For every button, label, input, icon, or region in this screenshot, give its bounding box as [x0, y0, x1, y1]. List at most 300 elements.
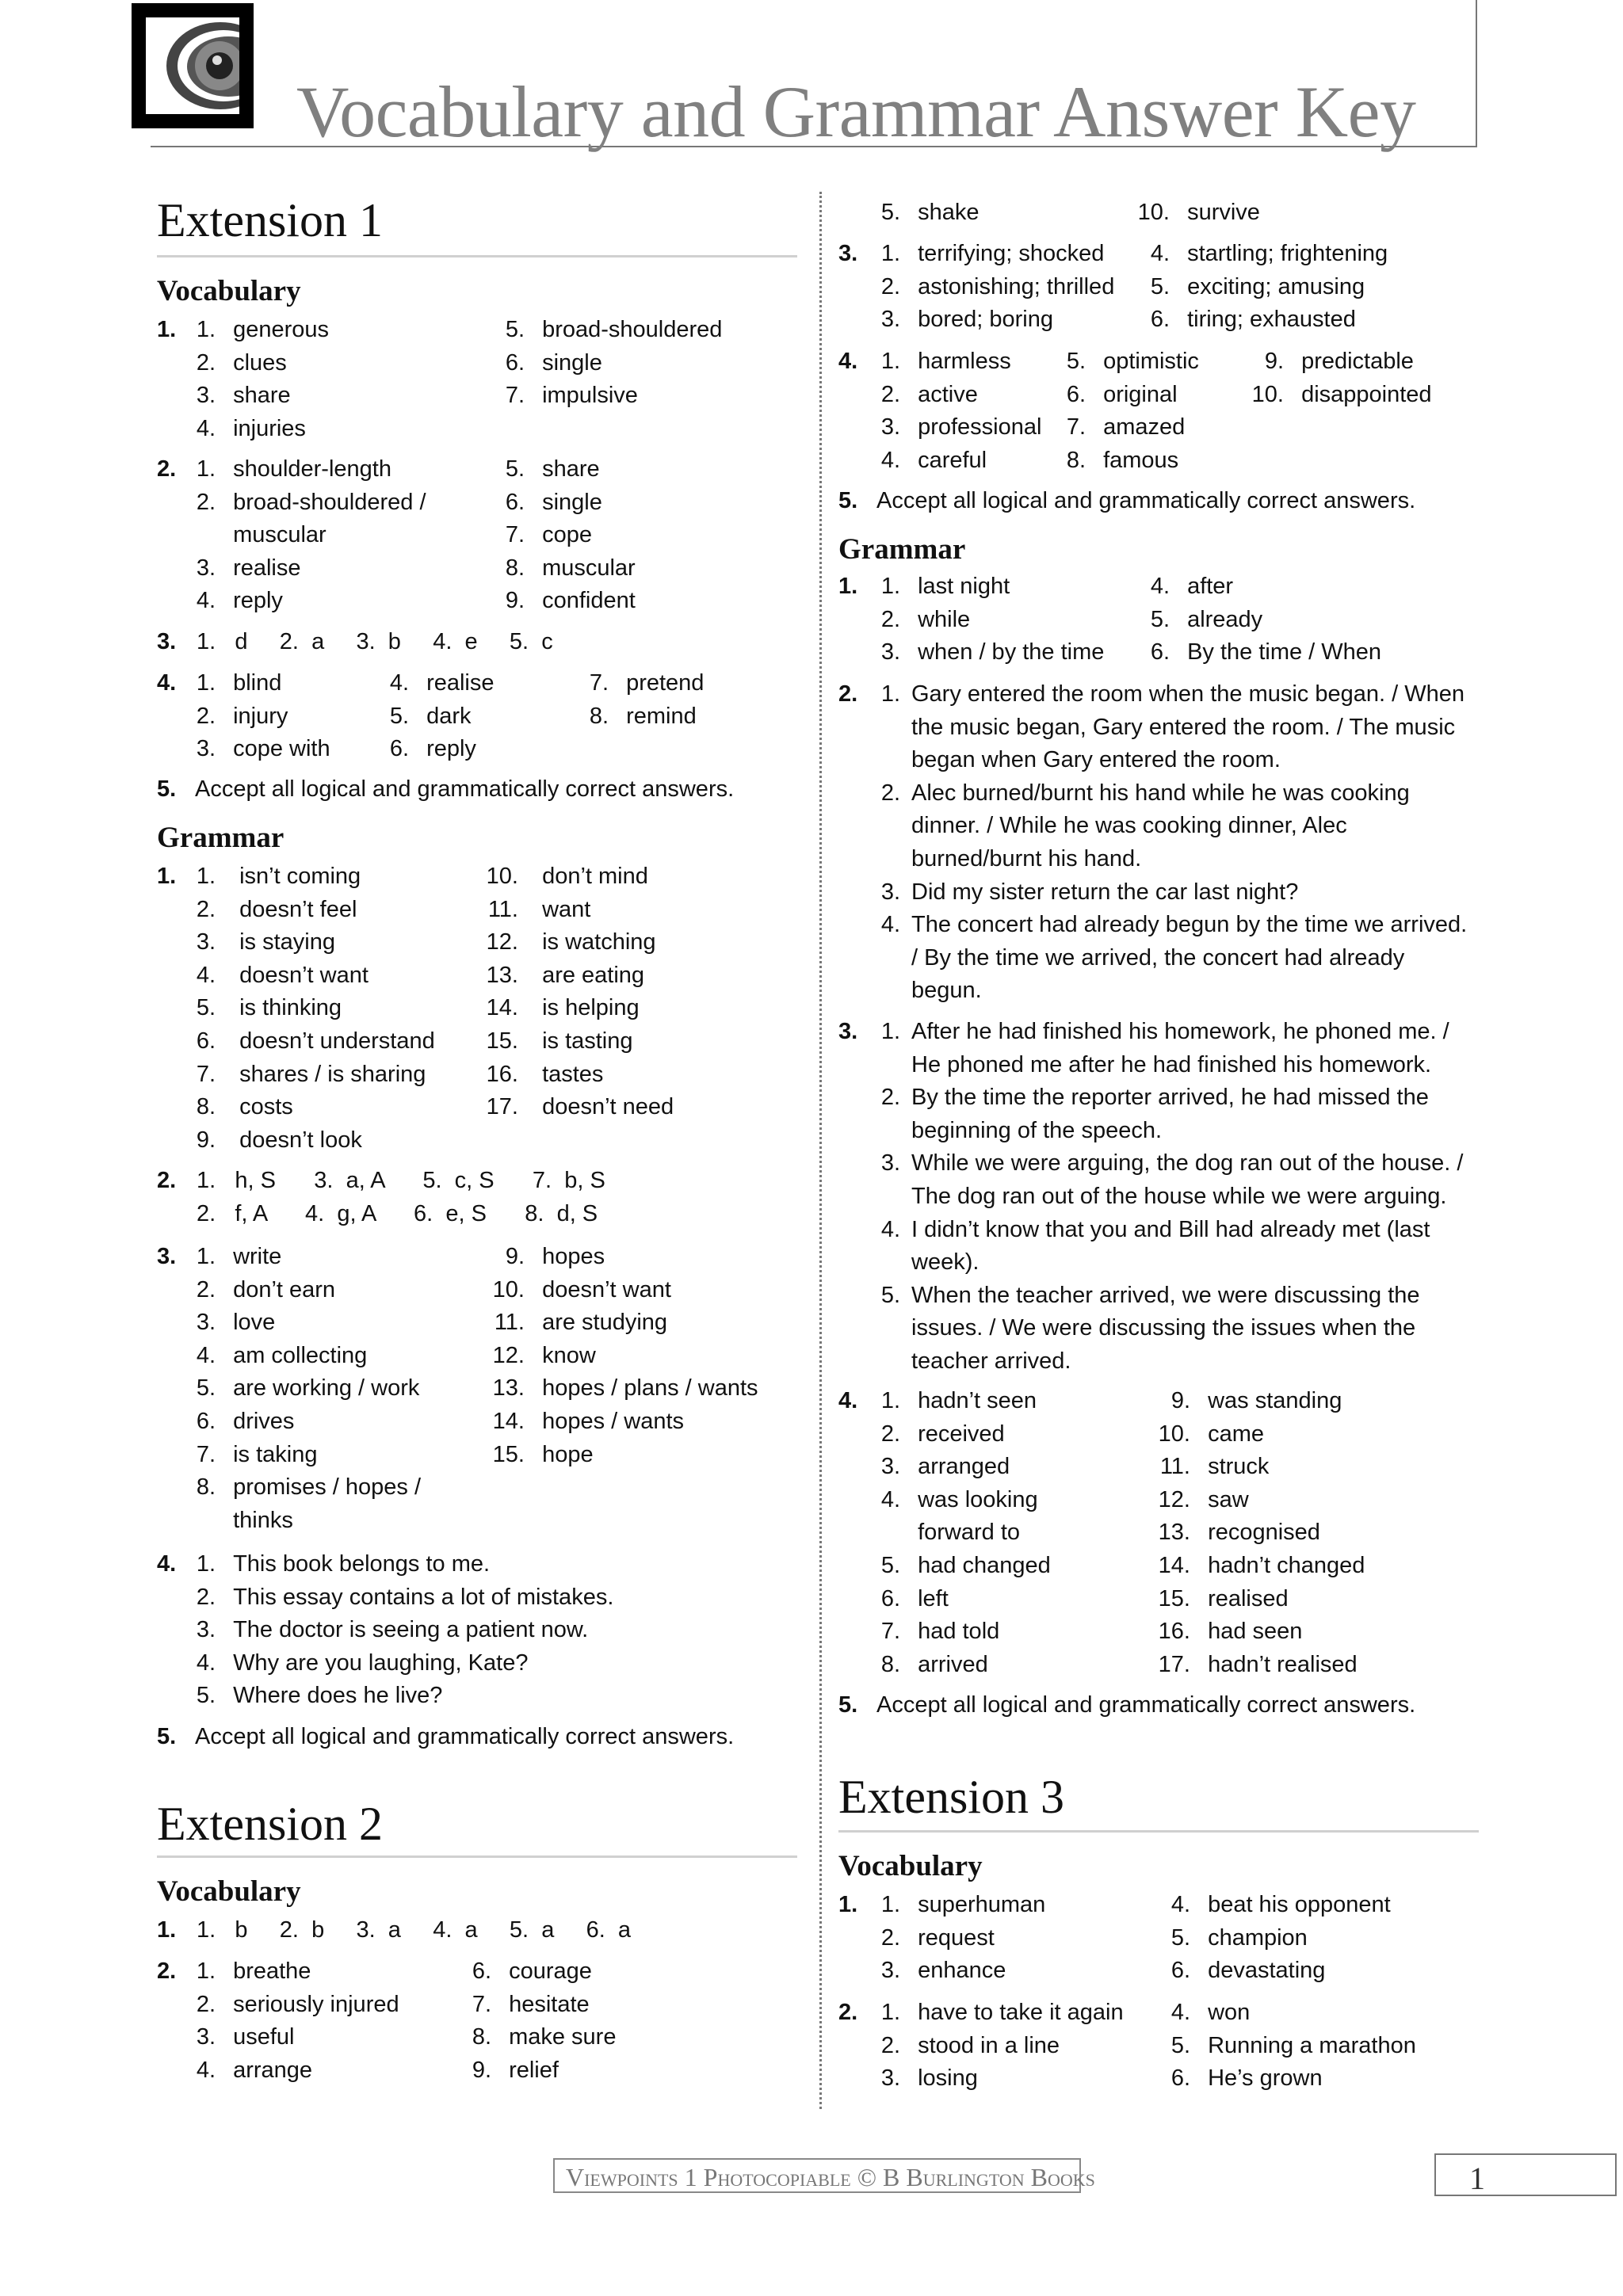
answer: left — [918, 1585, 949, 1611]
answer: Alec burned/burnt his hand while he was cooking dinner. / While he was cooking dinner, Alec burned/burnt his hand. — [911, 780, 1410, 871]
exercise-number: 5. — [838, 488, 858, 513]
e2-grammar-exercise-5 — [838, 1689, 1480, 1724]
answer: single — [542, 489, 602, 515]
answer: breathe — [233, 1958, 311, 1984]
answer: request — [918, 1924, 995, 1951]
item-number: 6. — [1170, 2065, 1190, 2092]
answer: pretend — [626, 670, 705, 696]
answer: tastes — [542, 1061, 604, 1087]
exercise-number: 2. — [157, 1958, 177, 1984]
answer-continued: thinks — [233, 1507, 293, 1533]
answer: won — [1208, 2000, 1251, 2025]
item-number: 4. — [389, 670, 409, 696]
answer: promises / hopes / — [233, 1474, 422, 1501]
answer: remind — [626, 703, 697, 729]
item-number: 1. — [880, 681, 900, 707]
answer: Gary entered the room when the music began. / When the music began, Gary entered the room. / The music began when Gary entered the room. — [911, 681, 1465, 773]
item-number: 3. — [196, 2024, 216, 2050]
answer: arranged — [918, 1454, 1010, 1480]
answer: shoulder-length — [233, 456, 391, 482]
footer-text: Viewpoints 1 Photocopiable © B Burlington Books — [566, 2163, 1095, 2191]
item-number: 3. — [880, 1958, 900, 1984]
answer: is taking — [233, 1441, 318, 1467]
vocabulary-heading: Vocabulary — [157, 1875, 301, 1908]
answer: terrifying; shocked — [918, 241, 1105, 266]
answer-row: 1. b 2. b 3. a 4. a 5. a 6. a — [197, 1917, 632, 1943]
answer: shake — [918, 200, 980, 225]
e1-grammar-exercise-4 — [157, 1548, 799, 1716]
answer: disappointed — [1301, 381, 1432, 407]
answer: original — [1103, 381, 1178, 407]
item-number: 13. — [1158, 1520, 1190, 1546]
answer: confident — [542, 588, 636, 614]
answer: After he had finished his homework, he phoned me. / He phoned me after he had finished his homework. — [911, 1019, 1449, 1077]
answer: have to take it again — [918, 2000, 1124, 2025]
answer: realise — [426, 670, 495, 696]
answer: had changed — [918, 1553, 1051, 1578]
answer: The concert had already begun by the time we arrived. / By the time we arrived, the concert had already begun. — [911, 912, 1468, 1004]
answer: share — [542, 456, 600, 482]
e1-vocab-exercise-3 — [157, 626, 799, 661]
item-number: 12. — [492, 1342, 525, 1368]
item-number: 7. — [505, 383, 525, 409]
item-number: 1. — [196, 670, 216, 696]
item-number: 4. — [1170, 1892, 1190, 1917]
answer: hopes / wants — [542, 1409, 685, 1434]
answer: The doctor is seeing a patient now. — [233, 1617, 589, 1643]
item-number: 6. — [389, 736, 409, 762]
extension-1-title: Extension 1 — [157, 194, 383, 246]
exercise-number: 5. — [838, 1692, 858, 1718]
exercise-number: 1. — [157, 1917, 177, 1943]
answer: costs — [239, 1094, 293, 1120]
item-number: 10. — [492, 1276, 525, 1302]
item-number: 2. — [880, 2032, 900, 2058]
e3-vocab-exercise-2 — [838, 1997, 1480, 2098]
item-number: 3. — [880, 307, 900, 333]
answer: reply — [426, 736, 476, 762]
item-number: 7. — [196, 1061, 216, 1087]
answer: don’t mind — [542, 864, 648, 889]
answer: is watching — [542, 929, 656, 955]
answer: This essay contains a lot of mistakes. — [233, 1584, 614, 1610]
answer: had seen — [1208, 1619, 1303, 1645]
e2-vocab-exercise-3 — [838, 238, 1480, 339]
answer: bored; boring — [918, 307, 1053, 333]
answer: muscular — [542, 555, 636, 581]
exercise-number: 4. — [157, 1551, 177, 1577]
item-number: 4. — [880, 912, 900, 938]
item-number: 2. — [196, 1991, 216, 2017]
item-number: 12. — [1158, 1486, 1190, 1512]
item-number: 3. — [880, 414, 900, 441]
answer: beat his opponent — [1208, 1892, 1391, 1917]
answer: seriously injured — [233, 1991, 399, 2017]
answer: realise — [233, 555, 301, 581]
e1-vocab-exercise-1 — [157, 314, 799, 448]
answer: blind — [233, 670, 282, 696]
answer: injury — [233, 703, 288, 729]
answer: recognised — [1208, 1520, 1320, 1546]
item-number: 6. — [196, 1028, 216, 1054]
answer: Running a marathon — [1208, 2032, 1416, 2058]
item-number: 2. — [196, 1276, 216, 1302]
item-number: 14. — [1158, 1553, 1190, 1578]
item-number: 2. — [880, 1085, 900, 1111]
answer: while — [918, 606, 971, 632]
e1-grammar-exercise-5 — [157, 1721, 799, 1756]
answer: know — [542, 1342, 596, 1368]
answer: hadn’t realised — [1208, 1651, 1358, 1677]
e2-grammar-exercise-4 — [838, 1385, 1480, 1684]
item-number: 13. — [492, 1375, 525, 1402]
item-number: 7. — [472, 1991, 491, 2017]
item-number: 4. — [1170, 2000, 1190, 2025]
item-number: 9. — [1170, 1388, 1190, 1413]
answer: enhance — [918, 1958, 1006, 1984]
item-number: 3. — [880, 1150, 900, 1177]
item-number: 2. — [880, 381, 900, 407]
answer: broad-shouldered — [542, 317, 723, 342]
answer-row: 2. f, A 4. g, A 6. e, S 8. d, S — [197, 1200, 598, 1226]
answer: devastating — [1208, 1958, 1326, 1984]
item-number: 8. — [589, 703, 609, 729]
item-number: 17. — [486, 1094, 518, 1120]
item-number: 8. — [880, 1651, 900, 1677]
answer: hesitate — [509, 1991, 590, 2017]
item-number: 7. — [880, 1619, 900, 1645]
answer: doesn’t want — [239, 962, 369, 988]
item-number: 6. — [1170, 1958, 1190, 1984]
answer: Accept all logical and grammatically correct answers. — [195, 1724, 735, 1749]
exercise-number: 2. — [157, 1168, 177, 1193]
answer: arrange — [233, 2057, 313, 2083]
answer: shares / is sharing — [239, 1061, 426, 1087]
item-number: 2. — [196, 349, 216, 376]
answer: was looking — [918, 1486, 1038, 1512]
item-number: 10. — [486, 864, 518, 889]
answer: are studying — [542, 1310, 668, 1336]
item-number: 5. — [505, 317, 525, 342]
answer: write — [233, 1244, 282, 1269]
item-number: 1. — [880, 1019, 900, 1044]
item-number: 10. — [1251, 381, 1284, 407]
item-number: 4. — [880, 447, 900, 473]
answer: exciting; amusing — [1187, 273, 1365, 299]
item-number: 1. — [880, 349, 900, 374]
e1-vocab-exercise-4 — [157, 667, 799, 769]
item-number: 5. — [196, 1683, 216, 1709]
answer: startling; frightening — [1187, 241, 1388, 266]
item-number: 2. — [196, 896, 216, 922]
item-number: 1. — [880, 1388, 900, 1413]
page-number: 1 — [1469, 2161, 1485, 2196]
answer-continued: muscular — [233, 522, 327, 548]
answer: useful — [233, 2024, 295, 2050]
e2-vocab-exercise-2 — [157, 1955, 799, 2090]
item-number: 8. — [196, 1094, 216, 1120]
grammar-heading: Grammar — [838, 533, 966, 566]
e1-grammar-exercise-2 — [157, 1165, 799, 1233]
e2-grammar-exercise-2 — [838, 678, 1480, 1011]
answer-row: 1. d 2. a 3. b 4. e 5. c — [197, 629, 553, 654]
page-title: Vocabulary and Grammar Answer Key — [296, 71, 1416, 152]
item-number: 4. — [1150, 574, 1170, 599]
item-number: 5. — [880, 1553, 900, 1578]
item-number: 2. — [880, 1924, 900, 1951]
item-number: 3. — [196, 1617, 216, 1643]
answer: is tasting — [542, 1028, 633, 1054]
exercise-number: 1. — [838, 574, 858, 599]
item-number: 2. — [196, 703, 216, 729]
item-number: 1. — [880, 2000, 900, 2025]
item-number: 9. — [472, 2057, 491, 2083]
answer: Accept all logical and grammatically correct answers. — [195, 776, 735, 802]
item-number: 3. — [880, 2065, 900, 2092]
item-number: 17. — [1158, 1651, 1190, 1677]
answer: isn’t coming — [239, 864, 361, 889]
e1-vocab-exercise-5 — [157, 773, 799, 808]
item-number: 14. — [492, 1409, 525, 1434]
e1-grammar-exercise-3 — [157, 1241, 799, 1533]
item-number: 4. — [880, 1486, 900, 1512]
answer: doesn’t want — [542, 1276, 671, 1302]
item-number: 1. — [196, 864, 216, 889]
item-number: 7. — [589, 670, 609, 696]
answer: hopes — [542, 1244, 605, 1269]
answer-continued: forward to — [918, 1520, 1021, 1546]
answer: single — [542, 349, 602, 376]
e1-grammar-exercise-1 — [157, 860, 799, 1160]
item-number: 2. — [880, 273, 900, 299]
item-number: 2. — [196, 1584, 216, 1610]
item-number: 11. — [1159, 1454, 1190, 1480]
answer: dark — [426, 703, 472, 729]
answer: hope — [542, 1441, 594, 1467]
answer: astonishing; thrilled — [918, 273, 1115, 299]
item-number: 2. — [880, 780, 900, 806]
answer: make sure — [509, 2024, 617, 2050]
answer: courage — [509, 1958, 592, 1984]
item-number: 5. — [880, 1282, 900, 1308]
answer: is helping — [542, 995, 640, 1021]
answer: received — [918, 1421, 1005, 1447]
answer: champion — [1208, 1924, 1308, 1951]
answer: active — [918, 381, 978, 407]
item-number: 5. — [1170, 2032, 1190, 2058]
answer: cope with — [233, 736, 330, 762]
answer: is staying — [239, 929, 335, 955]
item-number: 9. — [196, 1127, 216, 1153]
item-number: 3. — [196, 929, 216, 955]
item-number: 6. — [196, 1409, 216, 1434]
item-number: 4. — [196, 588, 216, 614]
answer: already — [1187, 606, 1263, 632]
answer: injuries — [233, 415, 306, 441]
item-number: 2. — [880, 606, 900, 632]
item-number: 4. — [1150, 241, 1170, 266]
item-number: 8. — [196, 1474, 216, 1501]
column-divider — [819, 192, 822, 2109]
exercise-number: 4. — [838, 1388, 858, 1413]
answer: predictable — [1301, 349, 1414, 374]
item-number: 2. — [880, 1421, 900, 1447]
answer: impulsive — [542, 383, 638, 409]
answer: By the time the reporter arrived, he had missed the beginning of the speech. — [911, 1085, 1429, 1143]
answer: love — [233, 1310, 276, 1336]
answer: doesn’t feel — [239, 896, 357, 922]
item-number: 6. — [472, 1958, 491, 1984]
item-number: 10. — [1137, 200, 1170, 225]
item-number: 12. — [486, 929, 518, 955]
answer: While we were arguing, the dog ran out of the house. / The dog ran out of the house while we were arguing. — [911, 1150, 1464, 1209]
item-number: 1. — [880, 574, 900, 599]
exercise-number: 3. — [838, 241, 858, 266]
item-number: 4. — [196, 415, 216, 441]
answer: saw — [1208, 1486, 1249, 1512]
item-number: 5. — [196, 995, 216, 1021]
item-number: 3. — [196, 736, 216, 762]
item-number: 8. — [472, 2024, 491, 2050]
answer: Why are you laughing, Kate? — [233, 1650, 529, 1676]
item-number: 3. — [880, 639, 900, 666]
answer: came — [1208, 1421, 1264, 1447]
e1-vocab-exercise-2 — [157, 453, 799, 621]
section-rule — [157, 255, 797, 257]
item-number: 9. — [505, 1244, 525, 1269]
item-number: 1. — [880, 241, 900, 266]
answer: stood in a line — [918, 2032, 1060, 2058]
item-number: 4. — [196, 2057, 216, 2083]
item-number: 7. — [196, 1441, 216, 1467]
item-number: 9. — [1264, 349, 1284, 374]
exercise-number: 2. — [838, 2000, 858, 2025]
footer-copyright-box — [553, 2158, 1095, 2193]
extension-2-title: Extension 2 — [157, 1798, 383, 1850]
item-number: 4. — [196, 1650, 216, 1676]
exercise-number: 3. — [838, 1019, 858, 1044]
item-number: 1. — [880, 1892, 900, 1917]
item-number: 4. — [196, 962, 216, 988]
item-number: 5. — [196, 1375, 216, 1402]
item-number: 13. — [486, 962, 518, 988]
exercise-number: 1. — [157, 864, 177, 889]
answer: reply — [233, 588, 283, 614]
grammar-heading: Grammar — [157, 822, 285, 854]
answer: are working / work — [233, 1375, 420, 1402]
exercise-number: 2. — [157, 456, 177, 482]
answer: losing — [918, 2065, 978, 2092]
answer: was standing — [1208, 1388, 1342, 1413]
answer: amazed — [1103, 414, 1186, 441]
answer: hadn’t changed — [1208, 1553, 1365, 1578]
item-number: 7. — [1066, 414, 1086, 441]
e2-vocab-exercise-1 — [157, 1914, 799, 1949]
answer: optimistic — [1103, 349, 1199, 374]
answer: after — [1187, 574, 1234, 599]
answer: share — [233, 383, 291, 409]
answer: cope — [542, 522, 592, 548]
item-number: 8. — [505, 555, 525, 581]
item-number: 8. — [1066, 447, 1086, 473]
item-number: 5. — [389, 703, 409, 729]
e2-grammar-exercise-1 — [838, 570, 1480, 672]
answer: doesn’t understand — [239, 1028, 435, 1054]
item-number: 3. — [880, 1454, 900, 1480]
answer: struck — [1208, 1454, 1270, 1480]
answer: hadn’t seen — [918, 1388, 1037, 1413]
item-number: 11. — [494, 1310, 525, 1336]
item-number: 15. — [1158, 1585, 1190, 1611]
answer: last night — [918, 574, 1010, 599]
item-number: 6. — [1066, 381, 1086, 407]
viewpoints-logo-icon — [132, 3, 254, 128]
e2-vocab-exercise-4 — [838, 345, 1480, 480]
item-number: 6. — [505, 489, 525, 515]
item-number: 1. — [196, 1551, 216, 1577]
item-number: 1. — [196, 1244, 216, 1269]
answer: This book belongs to me. — [233, 1551, 491, 1577]
answer: harmless — [918, 349, 1011, 374]
item-number: 5. — [1150, 606, 1170, 632]
exercise-number: 5. — [157, 776, 177, 802]
exercise-number: 2. — [838, 681, 858, 707]
answer: clues — [233, 349, 287, 376]
item-number: 16. — [1158, 1619, 1190, 1645]
page-number-box — [1434, 2153, 1617, 2196]
exercise-number: 1. — [838, 1892, 858, 1917]
answer: Accept all logical and grammatically correct answers. — [876, 1692, 1416, 1718]
item-number: 7. — [505, 522, 525, 548]
answer: relief — [509, 2057, 559, 2083]
item-number: 3. — [196, 383, 216, 409]
item-number: 5. — [1150, 273, 1170, 299]
answer: broad-shouldered / — [233, 489, 426, 515]
item-number: 1. — [196, 317, 216, 342]
answer: tiring; exhausted — [1187, 307, 1356, 333]
exercise-number: 1. — [157, 317, 177, 342]
e3-vocab-exercise-1 — [838, 1889, 1480, 1990]
item-number: 14. — [486, 995, 518, 1021]
e2-vocab-exercise-2-continued — [838, 196, 1480, 231]
exercise-number: 4. — [157, 670, 177, 696]
answer: Did my sister return the car last night? — [911, 879, 1299, 905]
item-number: 5. — [1066, 349, 1086, 374]
answer: hopes / plans / wants — [542, 1375, 758, 1402]
answer: am collecting — [233, 1342, 368, 1368]
answer: By the time / When — [1187, 639, 1382, 666]
section-rule — [838, 1830, 1479, 1833]
item-number: 6. — [1150, 639, 1170, 666]
answer-row: 1. h, S 3. a, A 5. c, S 7. b, S — [197, 1168, 605, 1193]
exercise-number: 5. — [157, 1724, 177, 1749]
answer: want — [542, 896, 591, 922]
answer: superhuman — [918, 1892, 1046, 1917]
item-number: 11. — [487, 896, 518, 922]
answer: careful — [918, 447, 987, 473]
item-number: 1. — [196, 456, 216, 482]
item-number: 5. — [1170, 1924, 1190, 1951]
answer: Where does he live? — [233, 1683, 443, 1709]
e2-vocab-exercise-5 — [838, 485, 1480, 520]
answer: famous — [1103, 447, 1179, 473]
item-number: 15. — [486, 1028, 518, 1054]
answer: When the teacher arrived, we were discussing the issues. / We were discussing the issues when the teacher arrived. — [911, 1282, 1420, 1374]
item-number: 15. — [492, 1441, 525, 1467]
item-number: 6. — [1150, 307, 1170, 333]
item-number: 4. — [880, 1216, 900, 1242]
answer: survive — [1187, 200, 1260, 225]
